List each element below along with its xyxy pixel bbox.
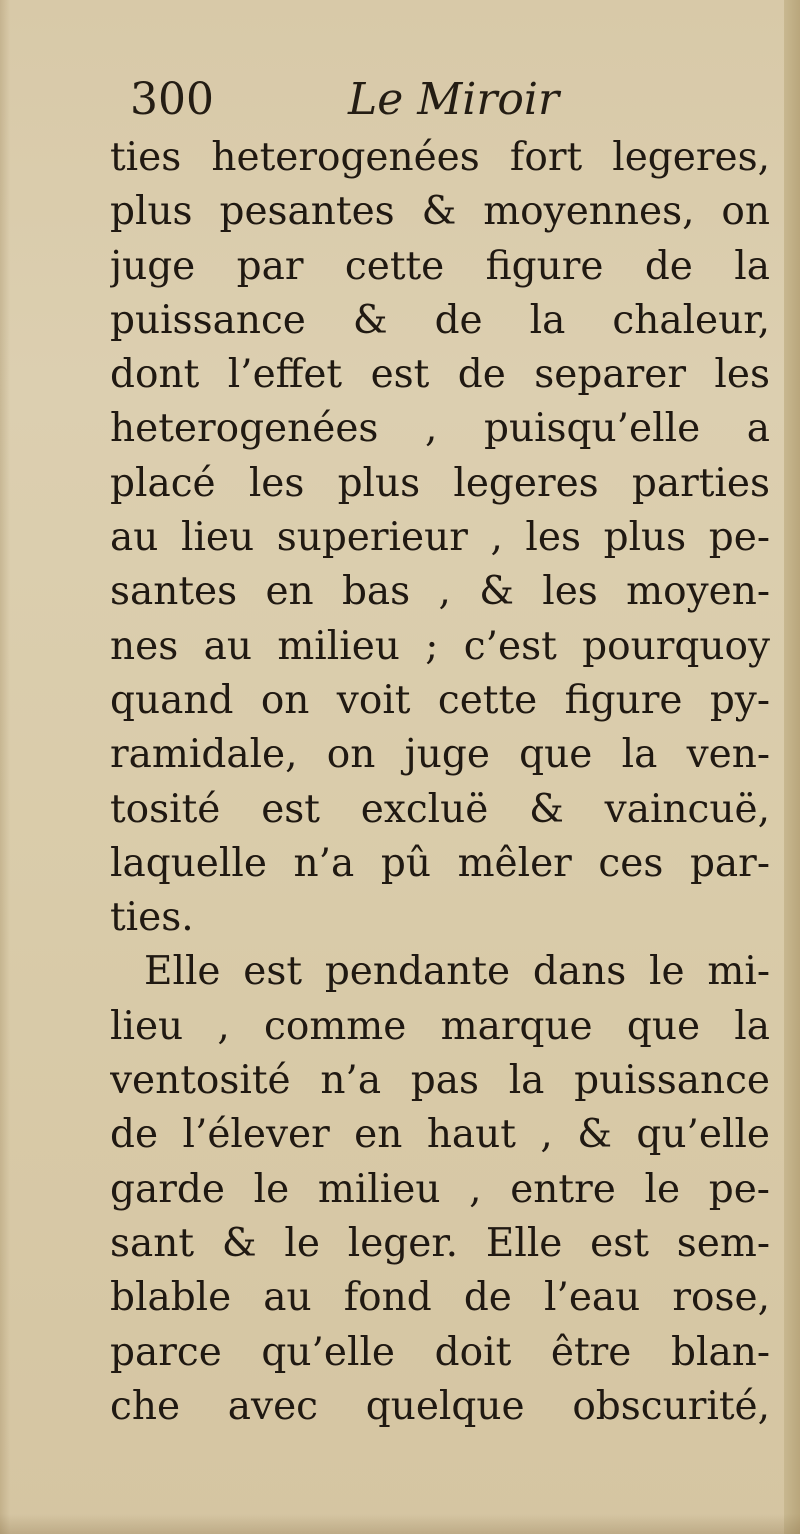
body-text	[110, 131, 770, 1434]
text-line: au lieu superieur , les plus pe-	[110, 515, 770, 561]
text-line: puissance & de la chaleur,	[110, 297, 770, 343]
text-line: ramidale, on juge que la ven-	[110, 732, 770, 778]
text-line: ties.	[110, 895, 194, 941]
text-line: santes en bas , & les moyen-	[110, 569, 770, 615]
page-bottom-shadow	[0, 1514, 800, 1534]
text-line: garde le milieu , entre le pe-	[110, 1166, 770, 1212]
page-number: 300	[130, 74, 214, 125]
text-line: tosité est excluë & vaincuë,	[110, 786, 770, 832]
text-line: laquelle n’a pû mêler ces par-	[110, 840, 770, 886]
text-line: nes au milieu ; c’est pourquoy	[110, 623, 770, 669]
text-line: heterogenées , puisqu’elle a	[110, 406, 770, 452]
text-line: placé les plus legeres parties	[110, 460, 770, 506]
page-gutter-shadow	[0, 0, 10, 1534]
text-line: ventosité n’a pas la puissance	[110, 1058, 770, 1104]
text-line: de l’élever en haut , & qu’elle	[110, 1112, 770, 1158]
text-line: Elle est pendante dans le mi-	[144, 949, 770, 995]
text-line: ties heterogenées fort legeres,	[110, 135, 770, 180]
text-line: plus pesantes & moyennes, on	[110, 189, 770, 235]
text-line: quand on voit cette figure py-	[110, 677, 770, 723]
text-line: parce qu’elle doit être blan-	[110, 1329, 770, 1375]
text-line: sant & le leger. Elle est sem-	[110, 1220, 770, 1266]
text-line: lieu , comme marque que la	[110, 1003, 770, 1049]
text-line: juge par cette figure de la	[110, 243, 770, 289]
running-head: Le Miroir	[348, 74, 559, 125]
page-header	[118, 70, 758, 140]
text-line: dont l’effet est de separer les	[110, 352, 770, 398]
text-line: blable au fond de l’eau rose,	[110, 1275, 770, 1321]
page-edge	[784, 0, 800, 1534]
text-line: che avec quelque obscurité,	[110, 1383, 770, 1429]
